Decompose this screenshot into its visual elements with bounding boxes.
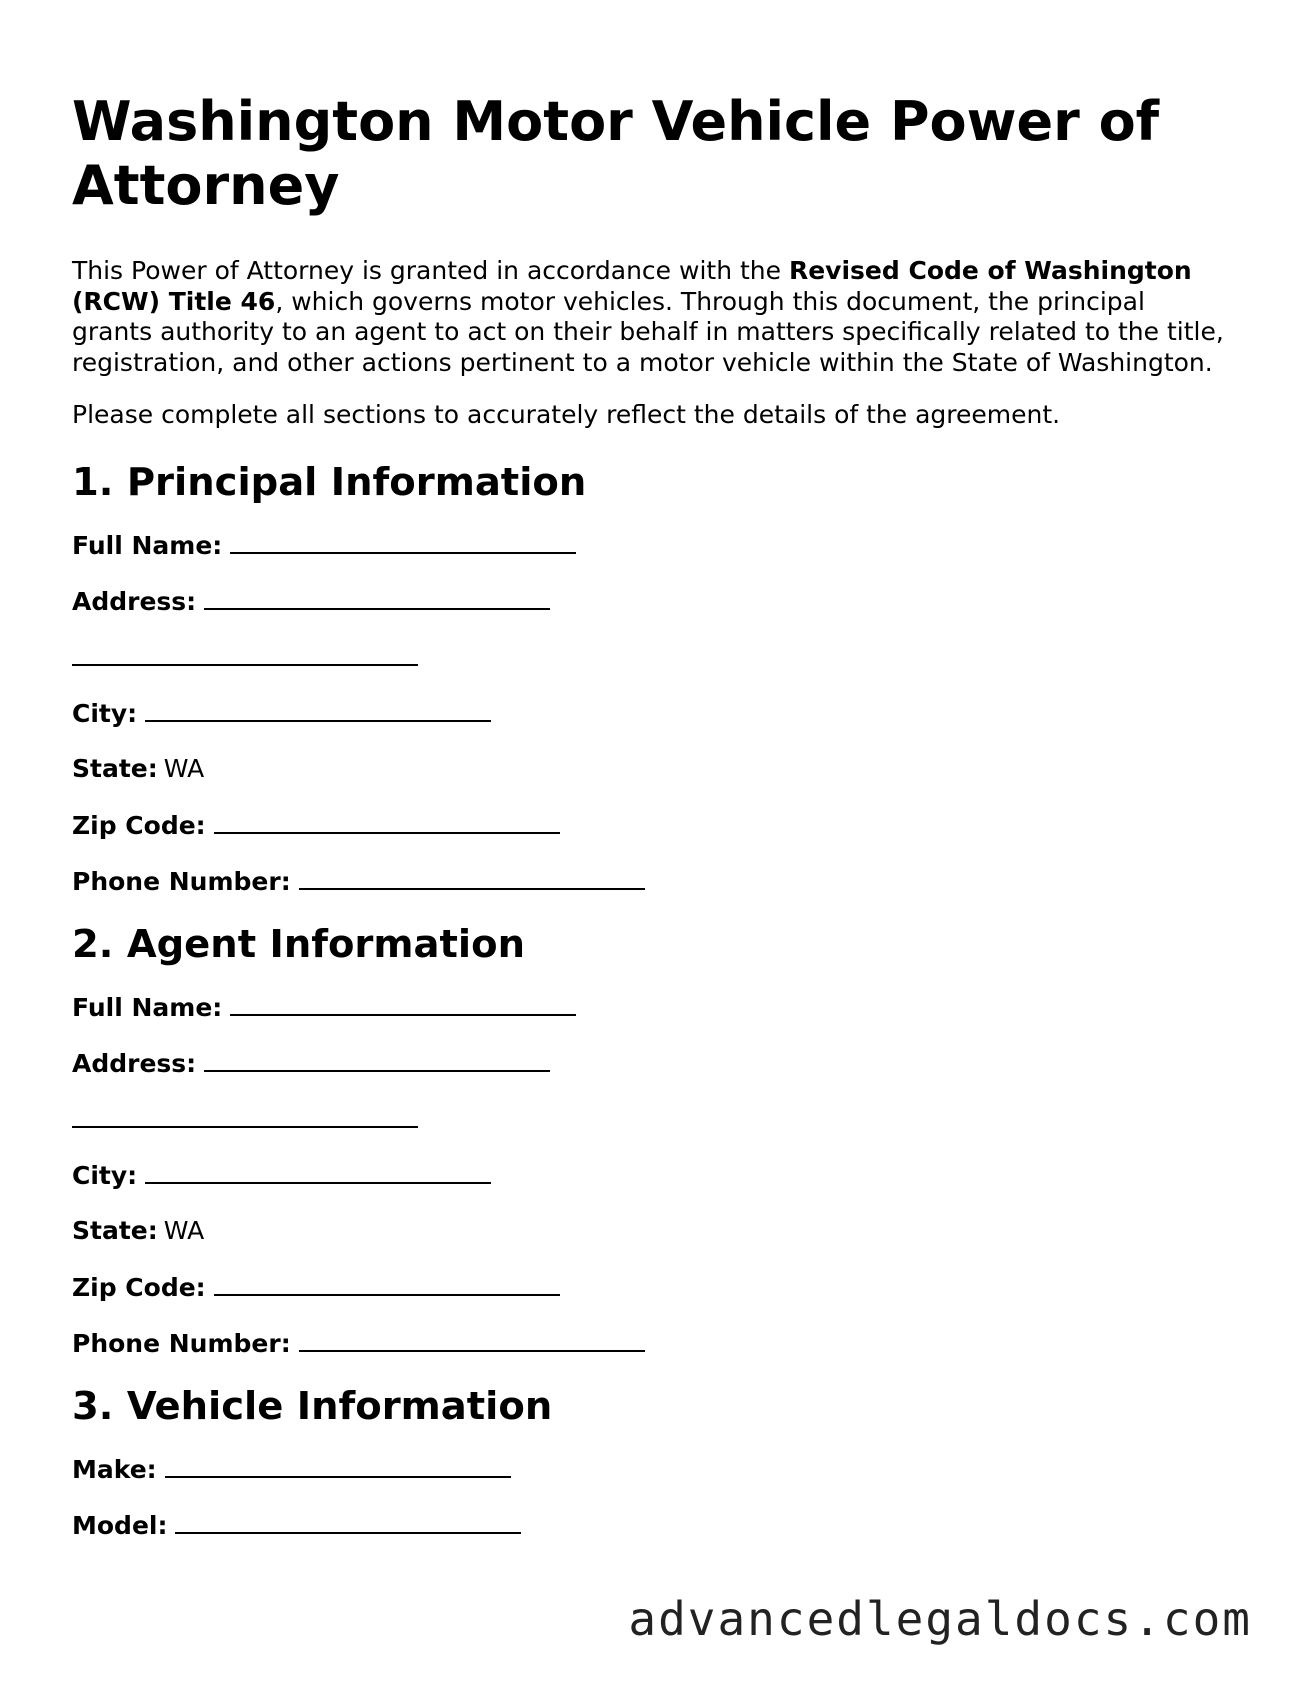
principal-zip-label: Zip Code: (72, 811, 206, 840)
agent-phone-field[interactable] (299, 1328, 645, 1352)
principal-phone-field[interactable] (299, 866, 645, 890)
principal-full-name-label: Full Name: (72, 531, 223, 560)
principal-phone-label: Phone Number: (72, 867, 291, 896)
agent-full-name-label: Full Name: (72, 993, 223, 1022)
principal-section (72, 460, 1232, 896)
principal-address-field[interactable] (204, 586, 550, 610)
agent-state-row (72, 1216, 1232, 1246)
agent-zip-label: Zip Code: (72, 1273, 206, 1302)
principal-zip-row (72, 810, 1232, 840)
agent-phone-row (72, 1328, 1232, 1358)
vehicle-model-field[interactable] (175, 1510, 521, 1534)
agent-address-row (72, 1048, 1232, 1078)
document-title: Washington Motor Vehicle Power of Attorney (72, 90, 1160, 217)
principal-heading: 1. Principal Information (72, 460, 587, 505)
vehicle-heading: 3. Vehicle Information (72, 1384, 553, 1429)
vehicle-make-row (72, 1454, 1232, 1484)
agent-state-label: State: (72, 1216, 158, 1245)
agent-address-field[interactable] (204, 1048, 550, 1072)
principal-state-label: State: (72, 754, 158, 783)
intro-text-bold: Revised Code of Washington (RCW) Title 46 (72, 256, 1192, 316)
agent-city-label: City: (72, 1161, 138, 1190)
principal-city-field[interactable] (145, 698, 491, 722)
agent-full-name-field[interactable] (230, 992, 576, 1016)
vehicle-model-row (72, 1510, 1232, 1540)
principal-city-row (72, 698, 1232, 728)
vehicle-make-label: Make: (72, 1455, 157, 1484)
agent-zip-field[interactable] (214, 1272, 560, 1296)
agent-address-line2-row (72, 1104, 1232, 1134)
intro-text-part1: This Power of Attorney is granted in accordance with the (72, 256, 789, 285)
principal-phone-row (72, 866, 1232, 896)
agent-zip-row (72, 1272, 1232, 1302)
principal-address-row (72, 586, 1232, 616)
vehicle-section (72, 1384, 1232, 1540)
principal-state-value: WA (163, 754, 205, 783)
agent-phone-label: Phone Number: (72, 1329, 291, 1358)
vehicle-model-label: Model: (72, 1511, 168, 1540)
agent-address-line2-field[interactable] (72, 1104, 418, 1128)
instructions-note: Please complete all sections to accurately reflect the details of the agreement. (72, 400, 1061, 429)
intro-paragraph (72, 256, 1232, 378)
principal-full-name-field[interactable] (230, 530, 576, 554)
principal-address-line2-field[interactable] (72, 642, 418, 666)
agent-heading: 2. Agent Information (72, 922, 525, 967)
intro-text-part2: , which governs motor vehicles. Through this document, the principal grants authority to an agent to act on their behalf in matters specifically related to the title, registration, and other actions pertinent to a motor vehicle within the State of Washington. (72, 286, 1224, 377)
principal-address-line2-row (72, 642, 1232, 672)
principal-state-row (72, 754, 1232, 784)
agent-section (72, 922, 1232, 1358)
agent-state-value: WA (163, 1216, 205, 1245)
principal-zip-field[interactable] (214, 810, 560, 834)
agent-full-name-row (72, 992, 1232, 1022)
vehicle-make-field[interactable] (165, 1454, 511, 1478)
agent-address-label: Address: (72, 1049, 197, 1078)
agent-city-field[interactable] (145, 1160, 491, 1184)
document-page (72, 90, 1232, 1566)
principal-address-label: Address: (72, 587, 197, 616)
agent-city-row (72, 1160, 1232, 1190)
principal-full-name-row (72, 530, 1232, 560)
principal-city-label: City: (72, 699, 138, 728)
watermark: advancedlegaldocs.com (628, 1592, 1252, 1646)
